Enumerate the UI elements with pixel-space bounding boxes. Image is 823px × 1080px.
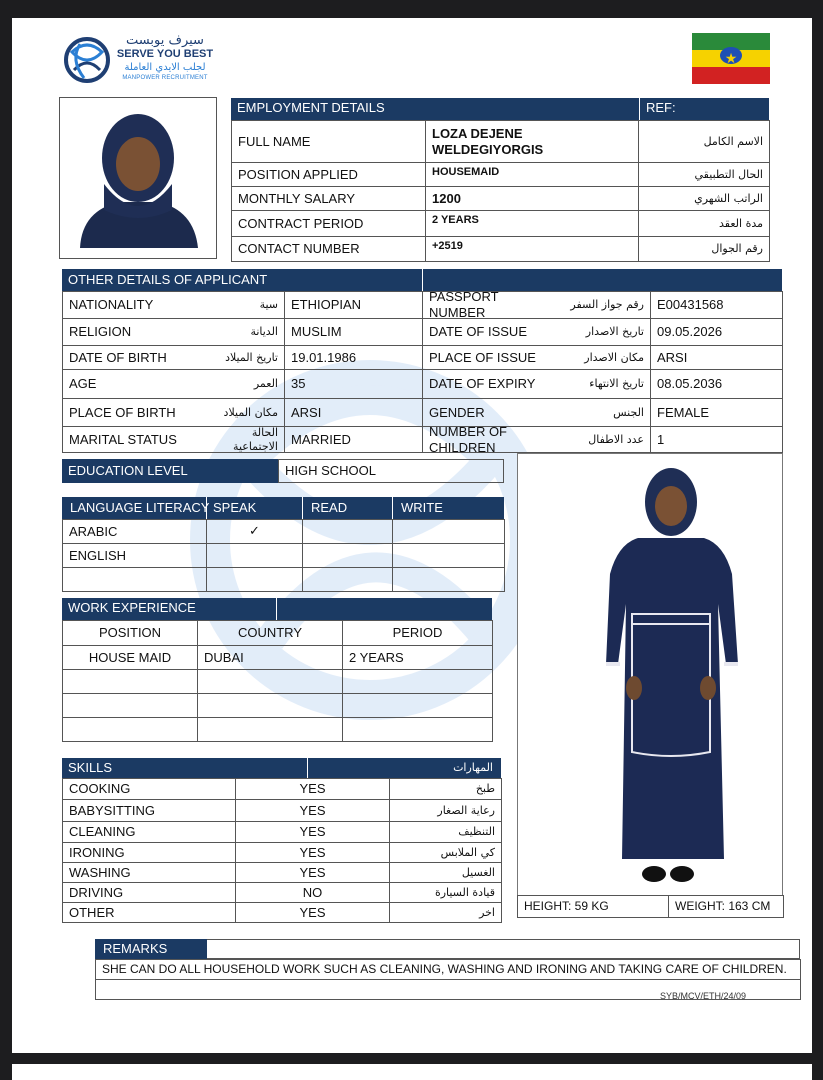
work-country-cell [198,670,343,694]
other-right-label-ar: تاريخ الاصدار [561,319,651,346]
contract-period-value: 2 YEARS [426,211,639,237]
read-col: READ [302,497,347,519]
language-write-cell [393,568,505,592]
skill-value: YES [236,800,390,822]
skills-table [62,778,502,923]
work-country-cell [198,718,343,742]
skill-name: CLEANING [63,822,236,843]
work-period-cell [343,670,493,694]
work-period-cell: 2 YEARS [343,646,493,670]
monthly-salary-label-ar: الراتب الشهري [639,187,770,211]
position-applied-label-ar: الحال التطبيقي [639,163,770,187]
language-read-cell [303,520,393,544]
other-left-label: DATE OF BIRTH [63,346,213,370]
work-experience-header-right [276,598,492,620]
speak-col: SPEAK [206,497,256,519]
contract-period-label: CONTRACT PERIOD [232,211,426,237]
other-left-label-ar: مكان الميلاد [213,399,285,427]
other-left-label-ar: العمر [213,370,285,399]
monthly-salary-value: 1200 [426,187,639,211]
skill-name-ar: اخر [390,903,502,923]
skill-name-ar: التنظيف [390,822,502,843]
skill-name-ar: رعاية الصغار [390,800,502,822]
work-position-cell: HOUSE MAID [63,646,198,670]
company-name: SERVE YOU BEST [116,48,214,60]
measurements-table [517,895,784,918]
education-level-label: EDUCATION LEVEL [62,459,278,483]
work-period-cell [343,718,493,742]
other-right-label-ar: تاريخ الانتهاء [561,370,651,399]
skill-name: WASHING [63,863,236,883]
weight-value: WEIGHT: 163 CM [669,896,784,918]
other-right-value: E00431568 [651,292,783,319]
write-col: WRITE [392,497,443,519]
language-literacy-col: LANGUAGE LITERACY [70,500,210,515]
document-code: SYB/MCV/ETH/24/09 [660,991,747,1001]
skill-value: YES [236,843,390,863]
work-position-cell [63,694,198,718]
other-left-label: AGE [63,370,213,399]
work-column-header: PERIOD [343,621,493,646]
other-right-label: DATE OF ISSUE [423,319,561,346]
language-write-cell [393,520,505,544]
language-read-cell [303,568,393,592]
other-left-value: ETHIOPIAN [285,292,423,319]
language-speak-cell [207,544,303,568]
work-position-cell [63,670,198,694]
other-right-label-ar: عدد الاطفال [561,427,651,453]
skill-value: YES [236,903,390,923]
other-right-value: 1 [651,427,783,453]
contact-number-label-ar: رقم الجوال [639,237,770,262]
other-right-label: PASSPORT NUMBER [423,292,561,319]
skill-value: YES [236,822,390,843]
other-details-header-right [422,269,782,291]
other-right-label-ar: مكان الاصدار [561,346,651,370]
next-page-edge [12,1064,812,1080]
other-left-value: 19.01.1986 [285,346,423,370]
skill-name: IRONING [63,843,236,863]
position-applied-value: HOUSEMAID [426,163,639,187]
other-right-value: 09.05.2026 [651,319,783,346]
other-right-label: DATE OF EXPIRY [423,370,561,399]
work-experience-table [62,620,493,742]
other-left-label: PLACE OF BIRTH [63,399,213,427]
education-level-value: HIGH SCHOOL [278,459,504,483]
skill-name: BABYSITTING [63,800,236,822]
employment-details-header: EMPLOYMENT DETAILS [231,98,639,120]
other-left-value: MARRIED [285,427,423,453]
language-table-header [62,497,504,519]
full-body-photo [517,453,783,896]
full-name-value: LOZA DEJENE WELDEGIYORGIS [426,121,639,163]
height-value: HEIGHT: 59 KG [518,896,669,918]
other-right-value: 08.05.2036 [651,370,783,399]
skill-name-ar: الغسيل [390,863,502,883]
work-column-header: POSITION [63,621,198,646]
language-name-cell: ENGLISH [63,544,207,568]
full-name-label-ar: الاسم الكامل [639,121,770,163]
ref-label: REF: [639,98,769,120]
other-right-value: FEMALE [651,399,783,427]
skill-value: YES [236,779,390,800]
portrait-photo [59,97,217,259]
portrait-figure-icon [60,98,216,258]
language-speak-cell [207,568,303,592]
work-period-cell [343,694,493,718]
remarks-header: REMARKS [95,939,207,959]
skills-header: SKILLS [62,758,307,778]
other-left-label: RELIGION [63,319,213,346]
skill-name: COOKING [63,779,236,800]
language-name-cell [63,568,207,592]
remarks-header-filler [207,939,800,959]
monthly-salary-label: MONTHLY SALARY [232,187,426,211]
company-logo-icon [62,34,112,86]
full-body-figure-icon [518,454,782,895]
company-subtitle-ar: لجلب الايدي العاملة [124,62,206,73]
company-name-ar: سيرف يوبست [126,33,204,48]
employment-details-table [231,120,770,262]
language-name-cell: ARABIC [63,520,207,544]
work-position-cell [63,718,198,742]
other-left-label-ar: الديانة [213,319,285,346]
contact-number-label: CONTACT NUMBER [232,237,426,262]
work-country-cell [198,694,343,718]
language-speak-cell: ✓ [207,520,303,544]
other-left-label: NATIONALITY [63,292,213,319]
work-column-header: COUNTRY [198,621,343,646]
skill-name-ar: كي الملابس [390,843,502,863]
work-experience-header: WORK EXPERIENCE [62,598,276,620]
skill-name-ar: طبخ [390,779,502,800]
full-name-label: FULL NAME [232,121,426,163]
work-country-cell: DUBAI [198,646,343,670]
language-write-cell [393,544,505,568]
other-right-label: PLACE OF ISSUE [423,346,561,370]
contract-period-label-ar: مدة العقد [639,211,770,237]
skill-value: NO [236,883,390,903]
skill-name: OTHER [63,903,236,923]
contact-number-value: +2519 [426,237,639,262]
other-right-value: ARSI [651,346,783,370]
language-table [62,519,505,592]
other-right-label: NUMBER OF CHILDREN [423,427,561,453]
other-left-label: MARITAL STATUS [63,427,213,453]
remarks-text: SHE CAN DO ALL HOUSEHOLD WORK SUCH AS CLEANING, WASHING AND IRONING AND TAKING CARE OF CHILDREN. [96,960,801,980]
other-details-table [62,291,783,453]
skill-value: YES [236,863,390,883]
position-applied-label: POSITION APPLIED [232,163,426,187]
other-details-header: OTHER DETAILS OF APPLICANT [62,269,422,291]
other-left-label-ar: سية [213,292,285,319]
flag-star-emblem-icon: ★ [720,47,742,64]
skill-name: DRIVING [63,883,236,903]
company-tagline: MANPOWER RECRUITMENT [122,75,208,81]
other-right-label-ar: الجنس [561,399,651,427]
ethiopia-flag-icon [692,33,770,84]
other-left-value: ARSI [285,399,423,427]
other-left-label-ar: تاريخ الميلاد [213,346,285,370]
other-left-value: MUSLIM [285,319,423,346]
other-right-label-ar: رقم جواز السفر [561,292,651,319]
skill-name-ar: قيادة السيارة [390,883,502,903]
other-left-label-ar: الحالة الاجتماعية [213,427,285,453]
other-left-value: 35 [285,370,423,399]
skills-header-ar: المهارات [307,758,501,778]
other-right-label: GENDER [423,399,561,427]
language-read-cell [303,544,393,568]
